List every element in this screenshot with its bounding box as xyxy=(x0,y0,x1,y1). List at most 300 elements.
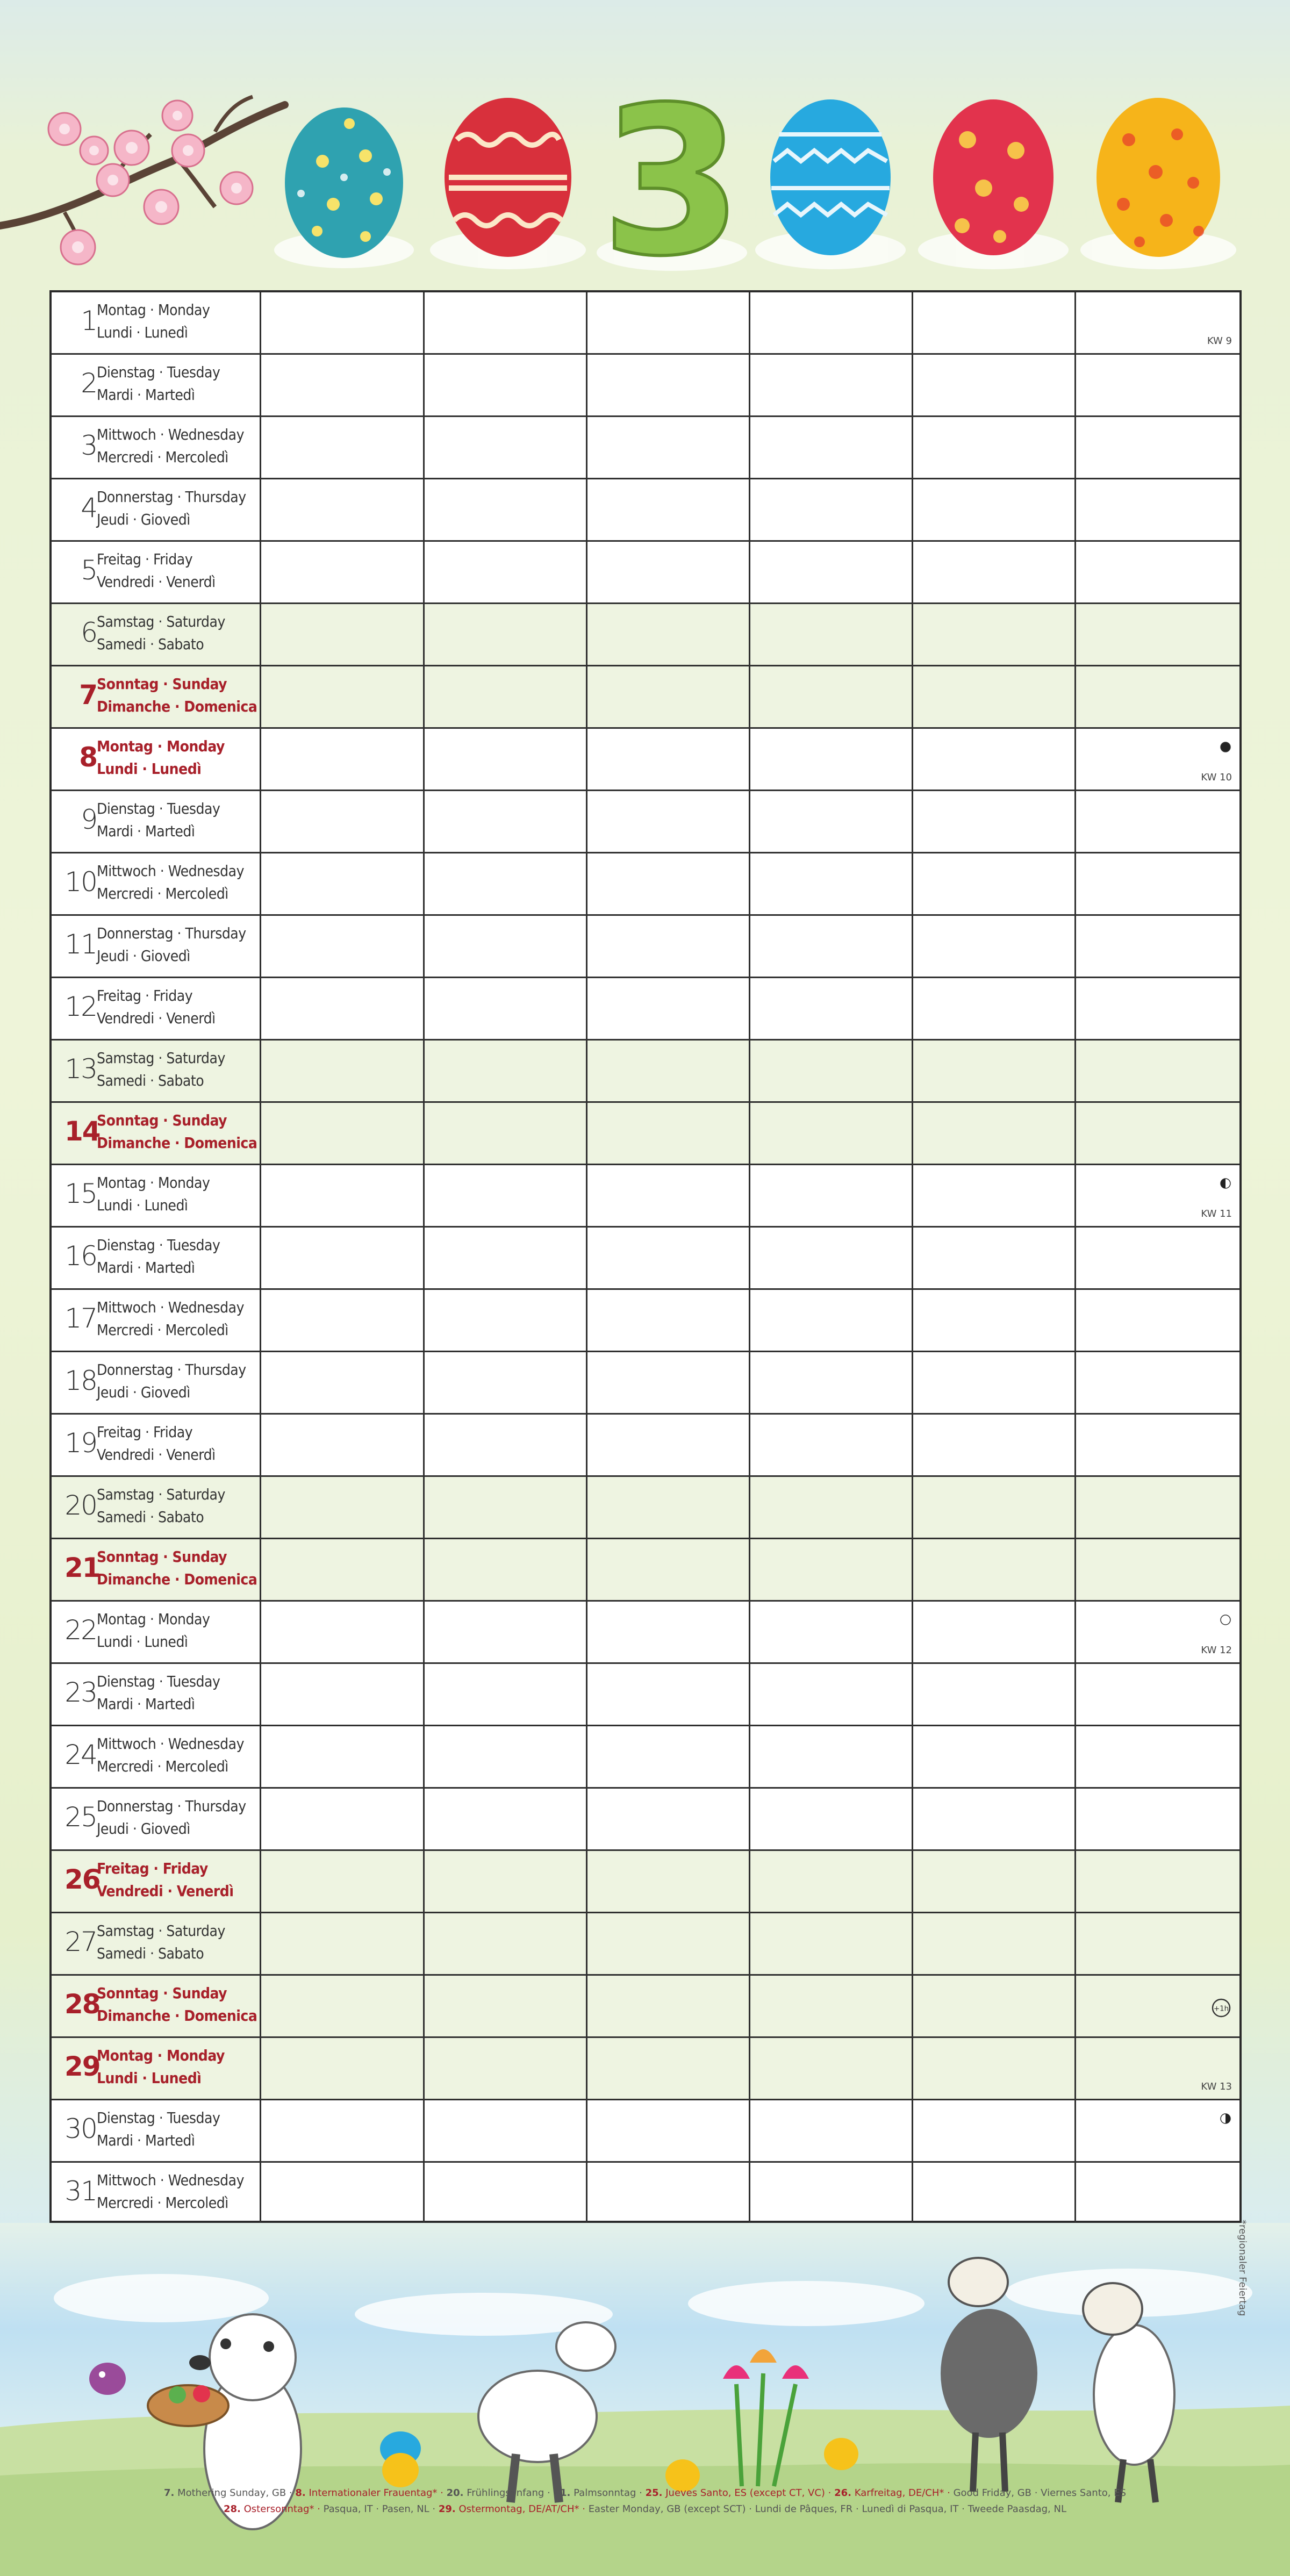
entry-cell[interactable] xyxy=(425,1664,587,1725)
day-number: 22 xyxy=(64,1615,97,1646)
day-row xyxy=(52,853,1239,916)
calendar-week-label: KW 13 xyxy=(1201,2081,1232,2092)
entry-cell[interactable] xyxy=(587,417,750,478)
entry-cell[interactable] xyxy=(1076,1415,1239,1475)
day-name-fr-it: Mercredi · Mercoledì xyxy=(97,2194,228,2212)
day-name-fr-it: Dimanche · Domenica xyxy=(97,1570,257,1588)
day-label-cell xyxy=(52,1976,261,2036)
entry-cell[interactable] xyxy=(1076,1789,1239,1849)
entry-cell[interactable] xyxy=(913,916,1076,977)
entry-cell[interactable] xyxy=(425,1976,587,2036)
entry-cell[interactable] xyxy=(261,542,425,602)
entry-cell[interactable] xyxy=(425,2163,587,2223)
day-name-fr-it: Lundi · Lunedì xyxy=(97,324,188,341)
day-row xyxy=(52,1602,1239,1664)
day-name-fr-it: Mardi · Martedì xyxy=(97,1259,195,1276)
day-row xyxy=(52,1851,1239,1913)
entry-cell[interactable] xyxy=(261,2100,425,2161)
day-row xyxy=(52,729,1239,791)
day-label-cell xyxy=(52,604,261,665)
entry-cell[interactable] xyxy=(261,1664,425,1725)
day-label-cell xyxy=(52,666,261,727)
entry-cell[interactable] xyxy=(913,1165,1076,1226)
entry-cell[interactable] xyxy=(1076,1913,1239,1974)
entry-cell[interactable] xyxy=(425,604,587,665)
entry-cell[interactable] xyxy=(913,1290,1076,1351)
cherry-blossom-branch xyxy=(0,97,285,264)
entry-cell[interactable] xyxy=(913,978,1076,1039)
entry-cell[interactable] xyxy=(425,791,587,852)
day-label-cell xyxy=(52,1851,261,1912)
day-name-de-en: Samstag · Saturday xyxy=(97,1922,225,1940)
day-name-fr-it: Jeudi · Giovedì xyxy=(97,511,190,528)
footnote-segment: Palmsonntag · xyxy=(570,2487,646,2499)
entry-cell[interactable] xyxy=(1076,1539,1239,1600)
entry-cell[interactable] xyxy=(425,1352,587,1413)
entry-cell[interactable] xyxy=(425,1290,587,1351)
footnote-segment: 21. xyxy=(553,2487,571,2499)
entry-cell[interactable] xyxy=(261,729,425,790)
entry-cell[interactable] xyxy=(587,1976,750,2036)
entry-cell[interactable] xyxy=(261,1602,425,1662)
entry-cell[interactable] xyxy=(1076,417,1239,478)
entry-cell[interactable] xyxy=(261,1726,425,1787)
entry-cell[interactable] xyxy=(261,791,425,852)
entry-cell[interactable] xyxy=(750,666,913,727)
entry-cell[interactable] xyxy=(1076,1726,1239,1787)
entry-cell[interactable] xyxy=(587,791,750,852)
entry-cell[interactable] xyxy=(425,916,587,977)
day-name-fr-it: Jeudi · Giovedì xyxy=(97,1383,190,1401)
entry-cell[interactable] xyxy=(750,2038,913,2099)
entry-cell[interactable] xyxy=(425,1041,587,1101)
entry-cell[interactable] xyxy=(1076,1103,1239,1164)
calendar-week-label: KW 12 xyxy=(1201,1645,1232,1656)
day-row xyxy=(52,1041,1239,1103)
footnote-segment: 26. xyxy=(834,2487,851,2499)
entry-cell[interactable] xyxy=(750,1539,913,1600)
entry-cell[interactable] xyxy=(750,1664,913,1725)
entry-cell[interactable] xyxy=(587,1415,750,1475)
entry-cell[interactable] xyxy=(750,2163,913,2223)
footnote-line-2 xyxy=(0,2501,1290,2517)
entry-cell[interactable] xyxy=(1076,355,1239,415)
day-number: 11 xyxy=(64,929,97,960)
day-label-cell xyxy=(52,542,261,602)
day-label-cell xyxy=(52,1477,261,1538)
entry-cell[interactable] xyxy=(261,604,425,665)
day-row xyxy=(52,1103,1239,1165)
entry-cell[interactable] xyxy=(1076,729,1239,790)
entry-cell[interactable] xyxy=(1076,1290,1239,1351)
day-name-fr-it: Dimanche · Domenica xyxy=(97,2007,257,2025)
entry-cell[interactable] xyxy=(750,978,913,1039)
entry-cell[interactable] xyxy=(587,2100,750,2161)
entry-cell[interactable] xyxy=(425,479,587,540)
entry-cell[interactable] xyxy=(587,1913,750,1974)
day-number: 6 xyxy=(81,617,97,648)
entry-cell[interactable] xyxy=(1076,666,1239,727)
entry-cell[interactable] xyxy=(425,1789,587,1849)
entry-cell[interactable] xyxy=(913,1415,1076,1475)
entry-cell[interactable] xyxy=(750,853,913,914)
day-number: 27 xyxy=(64,1926,97,1957)
day-name-de-en: Samstag · Saturday xyxy=(97,1049,225,1067)
entry-cell[interactable] xyxy=(913,1851,1076,1912)
entry-cell[interactable] xyxy=(913,1726,1076,1787)
entry-cell[interactable] xyxy=(1076,853,1239,914)
day-row xyxy=(52,292,1239,355)
entry-cell[interactable] xyxy=(261,1290,425,1351)
day-label-cell xyxy=(52,1913,261,1974)
entry-cell[interactable] xyxy=(261,1165,425,1226)
purple-chick xyxy=(89,2363,126,2395)
entry-cell[interactable] xyxy=(261,479,425,540)
entry-cell[interactable] xyxy=(425,1851,587,1912)
entry-cell[interactable] xyxy=(425,1415,587,1475)
day-name-de-en: Montag · Monday xyxy=(97,2047,225,2064)
entry-cell[interactable] xyxy=(425,1165,587,1226)
entry-cell[interactable] xyxy=(750,1352,913,1413)
entry-cell[interactable] xyxy=(587,1789,750,1849)
entry-cell[interactable] xyxy=(587,666,750,727)
day-name-fr-it: Vendredi · Venerdì xyxy=(97,573,216,591)
entry-cell[interactable] xyxy=(587,1228,750,1288)
moon-phase-last-icon xyxy=(1219,2112,1232,2125)
clock-change-label: +1h xyxy=(1213,2005,1229,2013)
footnote-segment: Internationaler Frauentag* · xyxy=(305,2487,447,2499)
entry-cell[interactable] xyxy=(913,1913,1076,1974)
day-name-de-en: Freitag · Friday xyxy=(97,1860,208,1877)
day-number: 16 xyxy=(64,1240,97,1272)
footnote-segment: Jueves Santo, ES (except CT, VC) · xyxy=(662,2487,835,2499)
entry-cell[interactable] xyxy=(425,853,587,914)
entry-cell[interactable] xyxy=(587,1165,750,1226)
entry-cell[interactable] xyxy=(1076,1041,1239,1101)
entry-cell[interactable] xyxy=(1076,292,1239,353)
entry-cell[interactable] xyxy=(587,729,750,790)
entry-cell[interactable] xyxy=(587,1539,750,1600)
entry-cell[interactable] xyxy=(913,479,1076,540)
entry-cell[interactable] xyxy=(261,916,425,977)
easter-egg-pink xyxy=(933,99,1054,255)
day-name-de-en: Dienstag · Tuesday xyxy=(97,800,220,817)
entry-cell[interactable] xyxy=(1076,604,1239,665)
day-number: 2 xyxy=(81,368,97,399)
day-name-de-en: Dienstag · Tuesday xyxy=(97,2109,220,2127)
entry-cell[interactable] xyxy=(913,1103,1076,1164)
day-label-cell xyxy=(52,2038,261,2099)
day-name-de-en: Samstag · Saturday xyxy=(97,613,225,630)
entry-cell[interactable] xyxy=(261,355,425,415)
entry-cell[interactable] xyxy=(750,1851,913,1912)
easter-egg-red xyxy=(445,98,571,257)
entry-cell[interactable] xyxy=(913,417,1076,478)
footnote-segment: Frühlingsanfang · xyxy=(463,2487,554,2499)
entry-cell[interactable] xyxy=(750,479,913,540)
entry-cell[interactable] xyxy=(425,1228,587,1288)
day-row xyxy=(52,2163,1239,2225)
entry-cell[interactable] xyxy=(587,1602,750,1662)
entry-cell[interactable] xyxy=(750,1415,913,1475)
entry-cell[interactable] xyxy=(425,2038,587,2099)
entry-cell[interactable] xyxy=(913,604,1076,665)
day-label-cell xyxy=(52,2100,261,2161)
entry-cell[interactable] xyxy=(1076,2163,1239,2223)
day-name-fr-it: Lundi · Lunedì xyxy=(97,760,202,778)
entry-cell[interactable] xyxy=(425,666,587,727)
entry-cell[interactable] xyxy=(913,292,1076,353)
day-name-de-en: Montag · Monday xyxy=(97,301,210,319)
entry-cell[interactable] xyxy=(750,604,913,665)
entry-cell[interactable] xyxy=(913,666,1076,727)
day-number: 12 xyxy=(64,991,97,1022)
day-name-de-en: Donnerstag · Thursday xyxy=(97,924,246,942)
entry-cell[interactable] xyxy=(913,2100,1076,2161)
entry-cell[interactable] xyxy=(261,1976,425,2036)
entry-cell[interactable] xyxy=(261,1041,425,1101)
day-label-cell xyxy=(52,1415,261,1475)
entry-cell[interactable] xyxy=(1076,479,1239,540)
day-number: 3 xyxy=(81,430,97,461)
entry-cell[interactable] xyxy=(587,1290,750,1351)
easter-egg-teal xyxy=(285,107,403,258)
entry-cell[interactable] xyxy=(750,1602,913,1662)
entry-cell[interactable] xyxy=(750,916,913,977)
holiday-footnotes xyxy=(0,2485,1290,2517)
entry-cell[interactable] xyxy=(750,1228,913,1288)
entry-cell[interactable] xyxy=(750,542,913,602)
entry-cell[interactable] xyxy=(425,1913,587,1974)
day-row xyxy=(52,2038,1239,2100)
entry-cell[interactable] xyxy=(261,1415,425,1475)
entry-cell[interactable] xyxy=(1076,2100,1239,2161)
easter-egg-yellow xyxy=(1096,98,1220,257)
day-number: 30 xyxy=(64,2113,97,2144)
day-name-de-en: Freitag · Friday xyxy=(97,550,193,568)
entry-cell[interactable] xyxy=(261,1103,425,1164)
footnote-segment: Pasqua, IT · Pasen, NL · xyxy=(323,2503,439,2515)
entry-cell[interactable] xyxy=(750,1789,913,1849)
day-name-de-en: Donnerstag · Thursday xyxy=(97,488,246,506)
entry-cell[interactable] xyxy=(261,1539,425,1600)
entry-cell[interactable] xyxy=(1076,978,1239,1039)
easter-egg-blue xyxy=(770,99,891,255)
footnote-segment: Mothering Sunday, GB · xyxy=(174,2487,296,2499)
day-name-fr-it: Mardi · Martedì xyxy=(97,1695,195,1713)
entry-cell[interactable] xyxy=(425,355,587,415)
entry-cell[interactable] xyxy=(913,2038,1076,2099)
entry-cell[interactable] xyxy=(913,1664,1076,1725)
entry-cell[interactable] xyxy=(587,1352,750,1413)
day-name-de-en: Mittwoch · Wednesday xyxy=(97,1735,245,1753)
entry-cell[interactable] xyxy=(750,355,913,415)
entry-cell[interactable] xyxy=(750,1913,913,1974)
entry-cell[interactable] xyxy=(1076,1851,1239,1912)
footnote-segment: Ostersonntag* · xyxy=(240,2503,324,2515)
moon-phase-new-icon xyxy=(1219,741,1232,754)
day-label-cell xyxy=(52,978,261,1039)
month-numeral xyxy=(601,63,743,290)
entry-cell[interactable] xyxy=(750,1976,913,2036)
entry-cell[interactable] xyxy=(587,853,750,914)
entry-cell[interactable] xyxy=(913,1602,1076,1662)
entry-cell[interactable] xyxy=(261,1477,425,1538)
entry-cell[interactable] xyxy=(261,1851,425,1912)
entry-cell[interactable] xyxy=(587,1041,750,1101)
entry-cell[interactable] xyxy=(913,1539,1076,1600)
entry-cell[interactable] xyxy=(587,2163,750,2223)
day-number: 15 xyxy=(64,1178,97,1209)
entry-cell[interactable] xyxy=(261,666,425,727)
entry-cell[interactable] xyxy=(587,978,750,1039)
entry-cell[interactable] xyxy=(587,2038,750,2099)
day-label-cell xyxy=(52,1539,261,1600)
entry-cell[interactable] xyxy=(261,978,425,1039)
entry-cell[interactable] xyxy=(425,1602,587,1662)
day-row xyxy=(52,1477,1239,1539)
entry-cell[interactable] xyxy=(425,729,587,790)
entry-cell[interactable] xyxy=(425,417,587,478)
day-row xyxy=(52,1539,1239,1602)
entry-cell[interactable] xyxy=(587,542,750,602)
entry-cell[interactable] xyxy=(587,1477,750,1538)
footnote-segment: 20. xyxy=(446,2487,464,2499)
entry-cell[interactable] xyxy=(261,2163,425,2223)
entry-cell[interactable] xyxy=(261,1913,425,1974)
moon-phase-first-icon xyxy=(1219,1177,1232,1190)
day-number: 14 xyxy=(64,1116,100,1147)
entry-cell[interactable] xyxy=(913,2163,1076,2223)
entry-cell[interactable] xyxy=(587,1103,750,1164)
day-number: 19 xyxy=(64,1427,97,1459)
footnote-segment: Easter Monday, GB (except SCT) · Lundi de Pâques, FR · Lunedì di Pasqua, IT · Tweede Paasdag, NL xyxy=(588,2503,1066,2515)
entry-cell[interactable] xyxy=(425,542,587,602)
entry-cell[interactable] xyxy=(1076,1352,1239,1413)
entry-cell[interactable] xyxy=(913,1041,1076,1101)
day-label-cell xyxy=(52,791,261,852)
entry-cell[interactable] xyxy=(587,604,750,665)
entry-cell[interactable] xyxy=(750,1103,913,1164)
entry-cell[interactable] xyxy=(1076,1664,1239,1725)
entry-cell[interactable] xyxy=(750,1041,913,1101)
entry-cell[interactable] xyxy=(1076,1477,1239,1538)
entry-cell[interactable] xyxy=(261,853,425,914)
entry-cell[interactable] xyxy=(261,2038,425,2099)
day-name-fr-it: Samedi · Sabato xyxy=(97,1944,204,1962)
entry-cell[interactable] xyxy=(425,2100,587,2161)
entry-cell[interactable] xyxy=(750,1165,913,1226)
day-number: 25 xyxy=(64,1802,97,1833)
day-name-de-en: Dienstag · Tuesday xyxy=(97,363,220,381)
entry-cell[interactable] xyxy=(587,355,750,415)
entry-cell[interactable] xyxy=(750,1290,913,1351)
entry-cell[interactable] xyxy=(1076,791,1239,852)
day-label-cell xyxy=(52,1664,261,1725)
entry-cell[interactable] xyxy=(1076,2038,1239,2099)
day-number: 8 xyxy=(79,742,97,773)
entry-cell[interactable] xyxy=(913,542,1076,602)
entry-cell[interactable] xyxy=(750,729,913,790)
entry-cell[interactable] xyxy=(1076,1165,1239,1226)
entry-cell[interactable] xyxy=(913,355,1076,415)
entry-cell[interactable] xyxy=(587,1851,750,1912)
entry-cell[interactable] xyxy=(261,1789,425,1849)
entry-cell[interactable] xyxy=(261,1228,425,1288)
calendar-week-label: KW 10 xyxy=(1201,772,1232,783)
entry-cell[interactable] xyxy=(913,1976,1076,2036)
entry-cell[interactable] xyxy=(1076,1602,1239,1662)
entry-cell[interactable] xyxy=(1076,916,1239,977)
entry-cell[interactable] xyxy=(913,853,1076,914)
day-row xyxy=(52,417,1239,479)
day-label-cell xyxy=(52,729,261,790)
entry-cell[interactable] xyxy=(587,292,750,353)
day-row xyxy=(52,1165,1239,1228)
entry-cell[interactable] xyxy=(425,292,587,353)
day-row xyxy=(52,1913,1239,1976)
day-label-cell xyxy=(52,1726,261,1787)
day-number: 28 xyxy=(64,1989,100,2020)
entry-cell[interactable] xyxy=(913,1789,1076,1849)
day-name-de-en: Dienstag · Tuesday xyxy=(97,1236,220,1254)
day-name-de-en: Sonntag · Sunday xyxy=(97,675,227,693)
entry-cell[interactable] xyxy=(750,791,913,852)
entry-cell[interactable] xyxy=(750,1477,913,1538)
entry-cell[interactable] xyxy=(750,2100,913,2161)
day-number: 23 xyxy=(64,1677,97,1708)
footnote-segment: 28. xyxy=(224,2503,241,2515)
entry-cell[interactable] xyxy=(425,1539,587,1600)
footnote-segment: Good Friday, GB · Viernes Santo, ES xyxy=(953,2487,1127,2499)
day-row xyxy=(52,479,1239,542)
entry-cell[interactable] xyxy=(587,1726,750,1787)
footnote-segment: Ostermontag, DE/AT/CH* · xyxy=(455,2503,589,2515)
entry-cell[interactable] xyxy=(261,417,425,478)
entry-cell[interactable] xyxy=(587,916,750,977)
entry-cell[interactable] xyxy=(913,1477,1076,1538)
entry-cell[interactable] xyxy=(750,292,913,353)
entry-cell[interactable] xyxy=(425,1726,587,1787)
entry-cell[interactable] xyxy=(425,1103,587,1164)
footnote-segment: 7. xyxy=(163,2487,175,2499)
entry-cell[interactable] xyxy=(913,729,1076,790)
day-name-de-en: Montag · Monday xyxy=(97,737,225,755)
entry-cell[interactable] xyxy=(750,1726,913,1787)
entry-cell[interactable] xyxy=(1076,542,1239,602)
blue-chick xyxy=(380,2431,421,2487)
day-name-fr-it: Jeudi · Giovedì xyxy=(97,1820,190,1838)
day-name-fr-it: Mardi · Martedì xyxy=(97,822,195,840)
entry-cell[interactable] xyxy=(913,791,1076,852)
entry-cell[interactable] xyxy=(1076,1228,1239,1288)
day-name-fr-it: Mercredi · Mercoledì xyxy=(97,885,228,902)
day-name-fr-it: Vendredi · Venerdì xyxy=(97,1446,216,1463)
entry-cell[interactable] xyxy=(587,1664,750,1725)
entry-cell[interactable] xyxy=(587,479,750,540)
day-name-fr-it: Vendredi · Venerdì xyxy=(97,1009,216,1027)
entry-cell[interactable] xyxy=(425,1477,587,1538)
day-row xyxy=(52,1352,1239,1415)
entry-cell[interactable] xyxy=(261,292,425,353)
day-name-de-en: Sonntag · Sunday xyxy=(97,1548,227,1566)
entry-cell[interactable] xyxy=(1076,1976,1239,2036)
entry-cell[interactable] xyxy=(913,1228,1076,1288)
entry-cell[interactable] xyxy=(425,978,587,1039)
entry-cell[interactable] xyxy=(913,1352,1076,1413)
entry-cell[interactable] xyxy=(261,1352,425,1413)
entry-cell[interactable] xyxy=(750,417,913,478)
